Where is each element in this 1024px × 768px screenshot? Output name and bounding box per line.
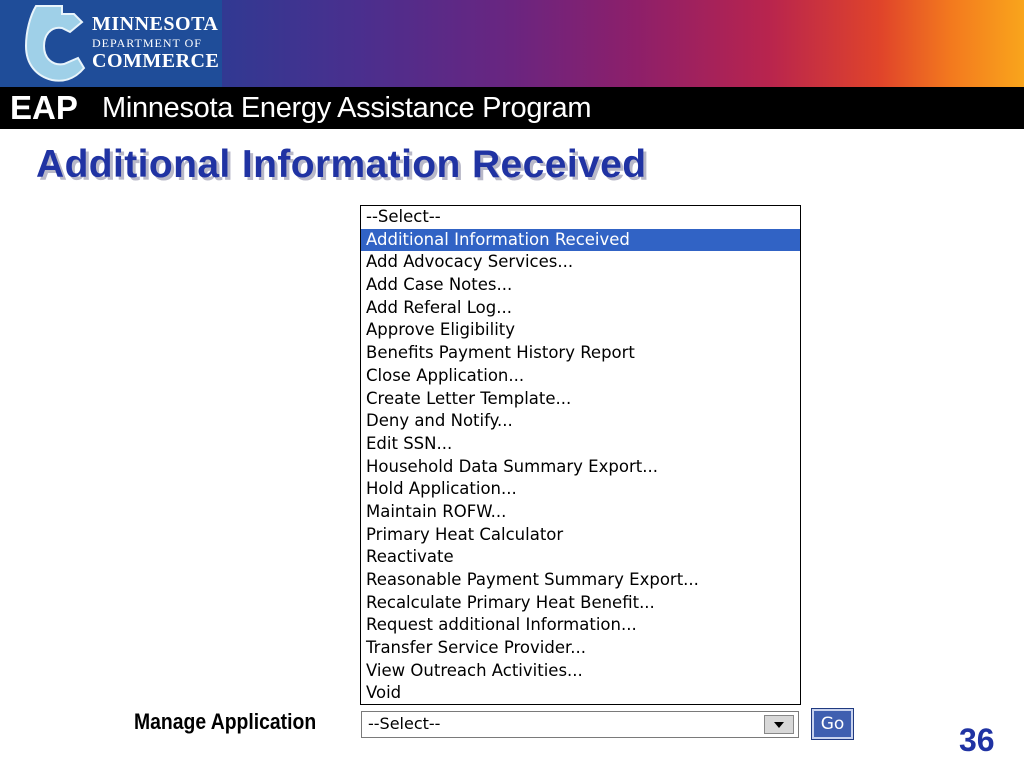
dropdown-arrow-button[interactable]: [764, 715, 794, 734]
dropdown-option[interactable]: Add Case Notes...: [366, 275, 513, 295]
eap-abbreviation: EAP: [10, 89, 78, 126]
select-current-value: --Select--: [368, 714, 441, 733]
dropdown-option[interactable]: View Outreach Activities...: [366, 660, 583, 680]
program-title-bar: [0, 87, 1024, 129]
dropdown-option[interactable]: Hold Application...: [366, 479, 517, 499]
logo-line-department: DEPARTMENT OF: [92, 36, 202, 50]
dropdown-option[interactable]: --Select--: [366, 207, 441, 226]
dropdown-option[interactable]: Request additional Information...: [366, 615, 637, 635]
dropdown-option[interactable]: Reactivate: [366, 547, 454, 567]
dropdown-option[interactable]: Add Advocacy Services...: [366, 252, 574, 272]
manage-application-options-list[interactable]: [360, 205, 801, 705]
minnesota-c-logo-icon: [22, 2, 88, 84]
dropdown-option[interactable]: Close Application...: [366, 365, 525, 385]
dropdown-option[interactable]: Edit SSN...: [366, 433, 453, 453]
dropdown-option[interactable]: Approve Eligibility: [366, 320, 516, 340]
manage-application-label: Manage Application: [134, 709, 317, 734]
dropdown-option[interactable]: Add Referal Log...: [366, 297, 512, 317]
manage-application-select[interactable]: [361, 711, 799, 738]
page-number: 36: [959, 722, 995, 758]
dropdown-option[interactable]: Void: [366, 683, 402, 703]
dropdown-option[interactable]: Reasonable Payment Summary Export...: [366, 570, 699, 589]
go-button[interactable]: Go: [812, 709, 853, 739]
dropdown-option[interactable]: Primary Heat Calculator: [366, 524, 564, 544]
dropdown-option[interactable]: Transfer Service Provider...: [366, 638, 586, 658]
dropdown-option[interactable]: Deny and Notify...: [366, 411, 513, 431]
slide-title: Additional Information Received: [36, 143, 647, 186]
dropdown-option[interactable]: Benefits Payment History Report: [366, 343, 635, 363]
dropdown-option[interactable]: Additional Information Received: [361, 229, 800, 252]
dropdown-option[interactable]: Create Letter Template...: [366, 388, 572, 408]
logo-line-commerce: COMMERCE: [92, 50, 220, 72]
dropdown-option[interactable]: Maintain ROFW...: [366, 501, 507, 521]
chevron-down-icon: [773, 721, 785, 729]
dropdown-option[interactable]: Recalculate Primary Heat Benefit...: [366, 592, 655, 612]
program-title: Minnesota Energy Assistance Program: [102, 92, 592, 124]
dropdown-option[interactable]: Household Data Summary Export...: [366, 456, 658, 476]
commerce-logo: [0, 0, 222, 87]
logo-line-minnesota: MINNESOTA: [92, 13, 219, 35]
